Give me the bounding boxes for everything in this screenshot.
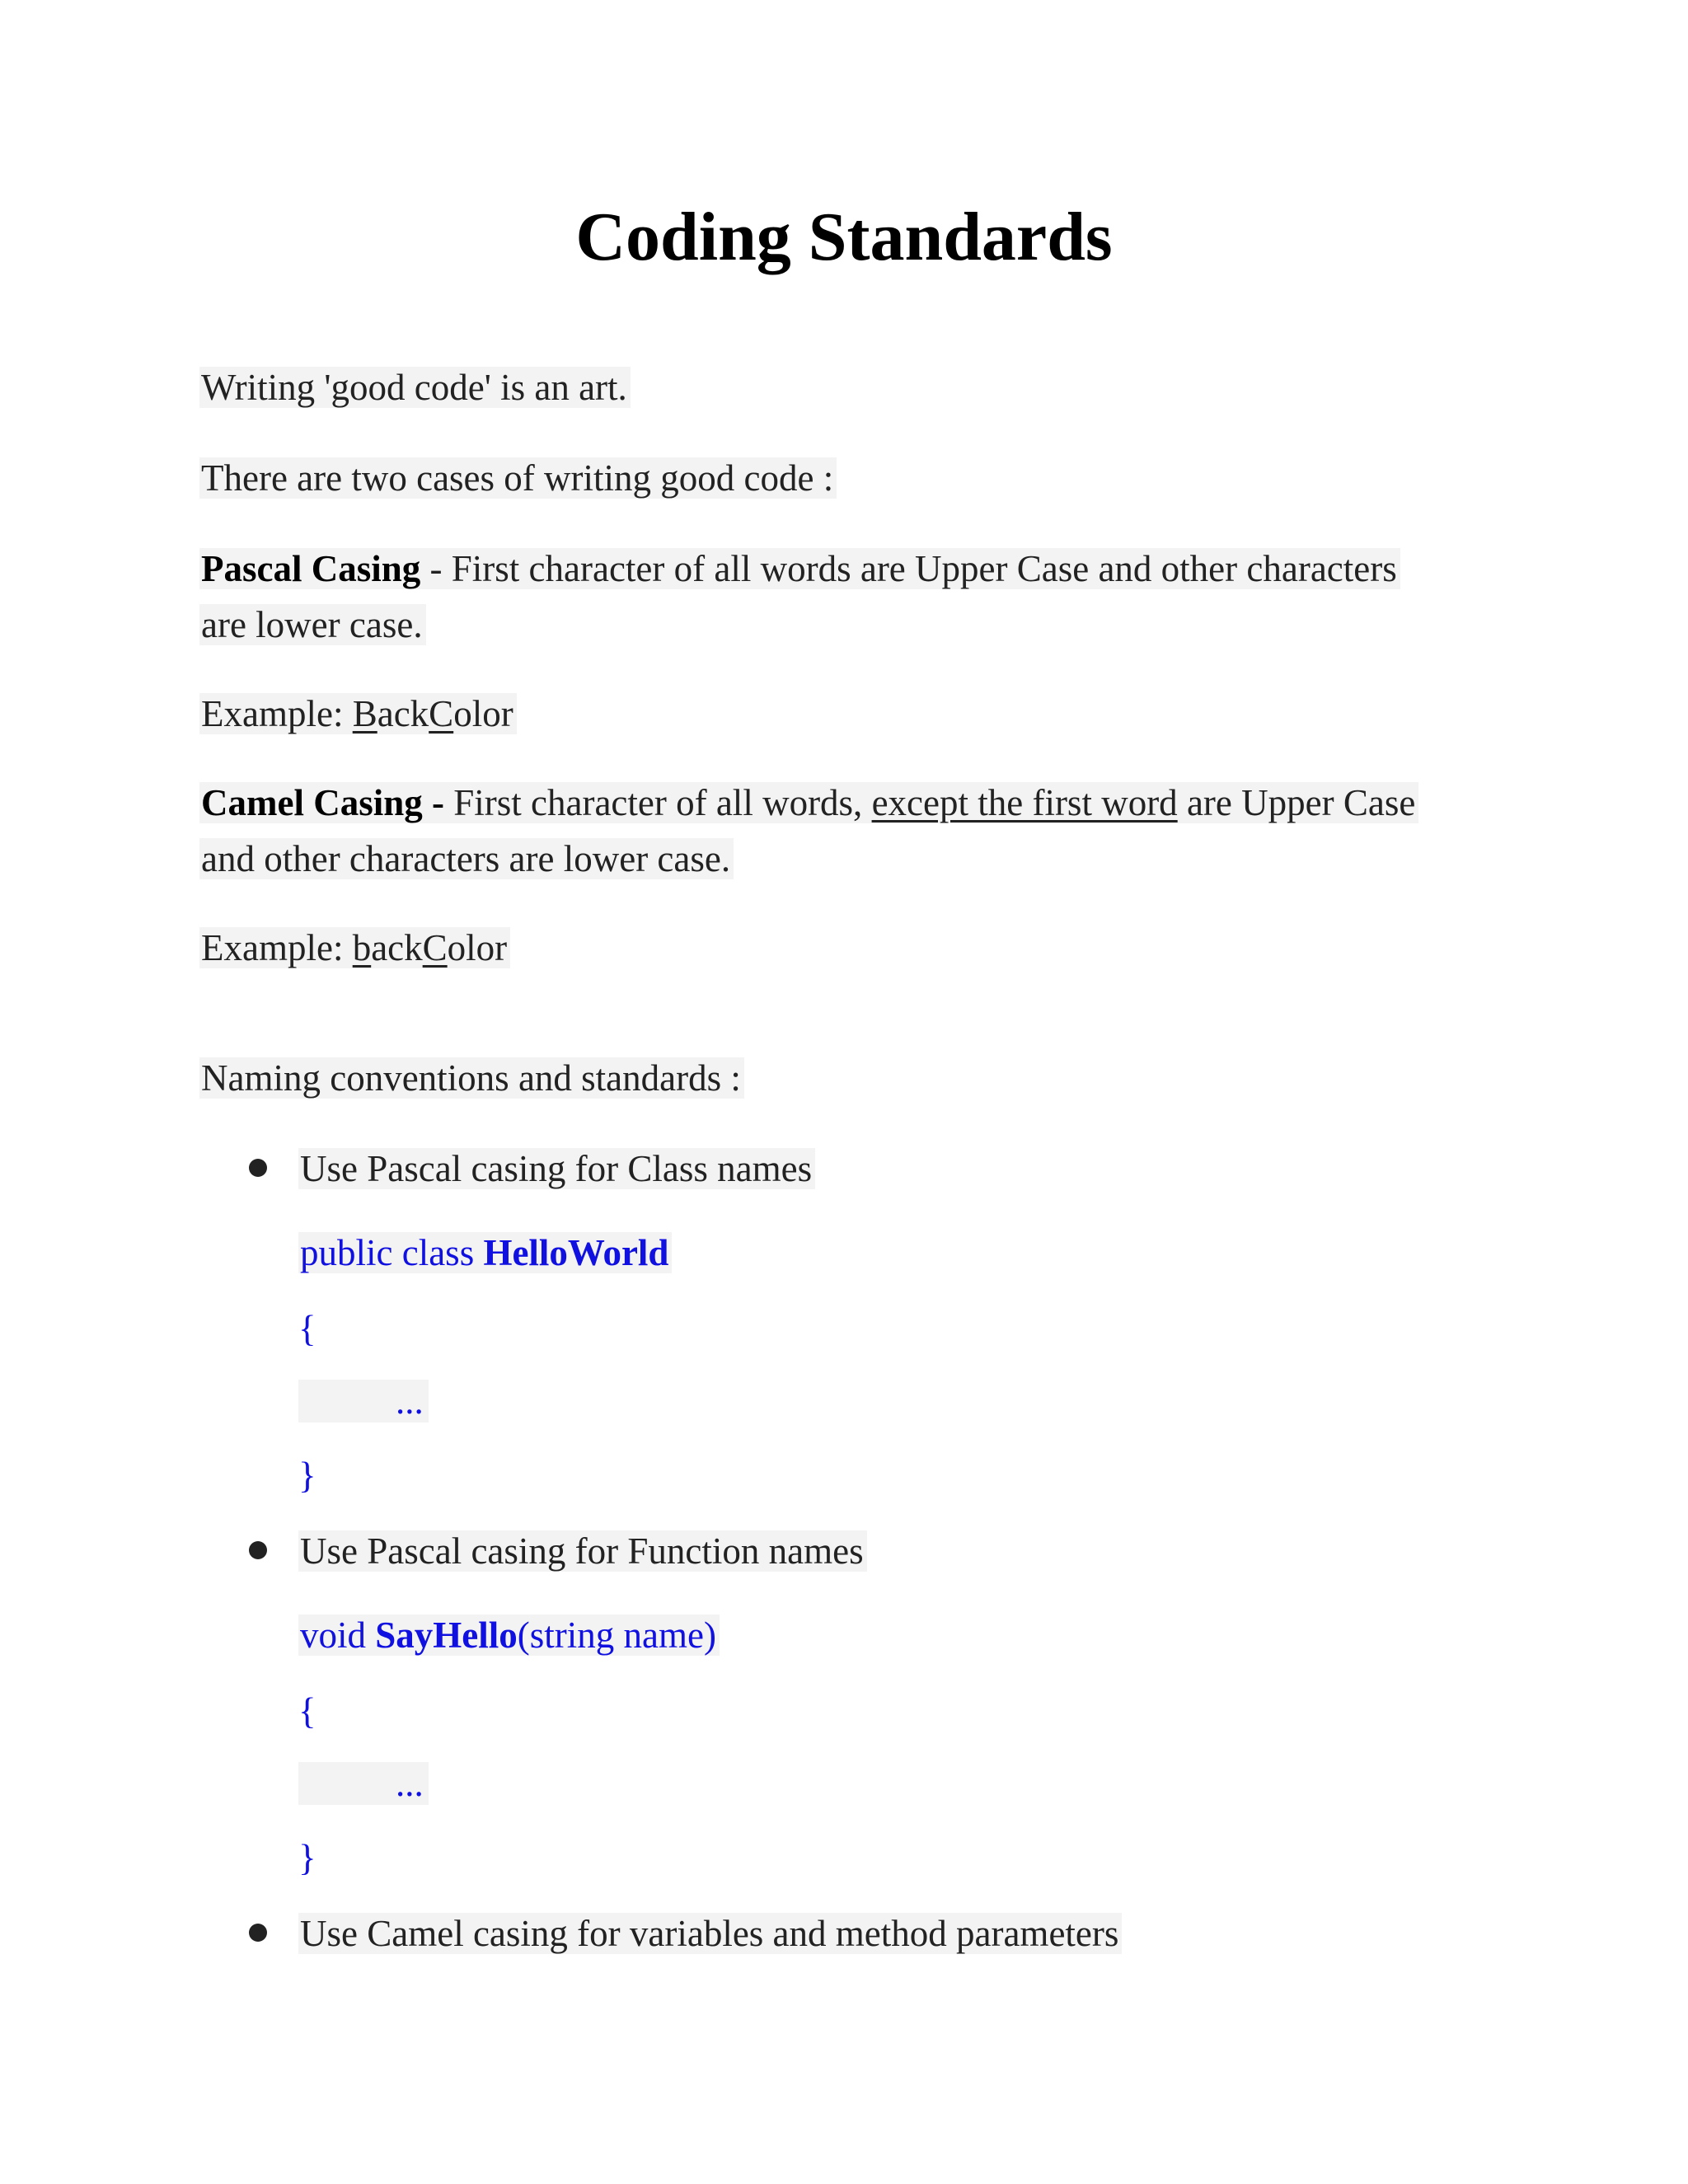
pascal-example-part-4: olor bbox=[453, 693, 513, 734]
naming-heading-text: Naming conventions and standards : bbox=[199, 1057, 744, 1099]
code-open-brace: { bbox=[298, 1690, 316, 1732]
camel-example-part-1: b bbox=[352, 927, 372, 968]
camel-term: Camel Casing - bbox=[201, 782, 444, 823]
camel-example-label: Example: bbox=[201, 927, 353, 968]
pascal-desc-2: are lower case. bbox=[199, 604, 426, 645]
pascal-separator: - bbox=[420, 548, 452, 589]
camel-desc-2: and other characters are lower case. bbox=[199, 838, 734, 879]
camel-example-part-2: ack bbox=[371, 927, 423, 968]
code-body: ... bbox=[396, 1380, 424, 1422]
code-close-brace: } bbox=[298, 1455, 316, 1496]
code-params: (string name) bbox=[517, 1615, 716, 1656]
pascal-example-text bbox=[199, 693, 517, 734]
code-declaration bbox=[298, 1225, 672, 1281]
list-item-text: Use Camel casing for variables and method parameters bbox=[298, 1913, 1122, 1954]
camel-desc-b: are Upper Case bbox=[1177, 782, 1416, 823]
list-item bbox=[298, 1141, 815, 1197]
bullet-icon bbox=[249, 1159, 267, 1177]
naming-heading bbox=[199, 1050, 744, 1106]
camel-example-part-3: C bbox=[422, 927, 448, 968]
camel-definition-text bbox=[199, 782, 1418, 823]
pascal-definition-cont bbox=[199, 597, 426, 653]
code-keywords: public class bbox=[300, 1232, 484, 1273]
code-declaration-text bbox=[298, 1232, 672, 1273]
intro-text-1: Writing 'good code' is an art. bbox=[199, 367, 631, 408]
intro-line-1 bbox=[199, 359, 631, 415]
pascal-example-part-1: B bbox=[352, 693, 377, 734]
pascal-desc-1: First character of all words are Upper Case and other characters bbox=[451, 548, 1397, 589]
camel-desc-a: First character of all words, bbox=[443, 782, 872, 823]
intro-line-2 bbox=[199, 450, 837, 506]
list-item bbox=[298, 1905, 1122, 1961]
pascal-definition bbox=[199, 541, 1400, 597]
code-open-brace: { bbox=[298, 1308, 316, 1349]
code-identifier: SayHello bbox=[375, 1615, 518, 1656]
pascal-example-label: Example: bbox=[201, 693, 353, 734]
code-identifier: HelloWorld bbox=[483, 1232, 669, 1273]
camel-example-part-4: olor bbox=[447, 927, 508, 968]
camel-example-text bbox=[199, 927, 510, 968]
pascal-definition-text bbox=[199, 548, 1400, 589]
pascal-example-part-2: ack bbox=[377, 693, 429, 734]
list-item-text: Use Pascal casing for Class names bbox=[298, 1148, 815, 1189]
list-item-text: Use Pascal casing for Function names bbox=[298, 1530, 867, 1572]
bullet-icon bbox=[249, 1541, 267, 1559]
code-close-brace: } bbox=[298, 1837, 316, 1878]
page-title: Coding Standards bbox=[575, 199, 1113, 275]
camel-definition-cont bbox=[199, 831, 734, 887]
list-item bbox=[298, 1523, 867, 1579]
code-body: ... bbox=[396, 1763, 424, 1804]
pascal-example bbox=[199, 686, 517, 742]
code-declaration bbox=[298, 1607, 720, 1663]
code-declaration-text bbox=[298, 1615, 720, 1656]
camel-definition bbox=[199, 775, 1418, 831]
intro-text-2: There are two cases of writing good code : bbox=[199, 457, 837, 499]
pascal-term: Pascal Casing bbox=[201, 548, 421, 589]
pascal-example-part-3: C bbox=[429, 693, 454, 734]
code-keywords: void bbox=[300, 1615, 376, 1656]
bullet-icon bbox=[249, 1924, 267, 1942]
camel-desc-underlined: except the first word bbox=[871, 782, 1178, 823]
camel-example bbox=[199, 920, 510, 976]
